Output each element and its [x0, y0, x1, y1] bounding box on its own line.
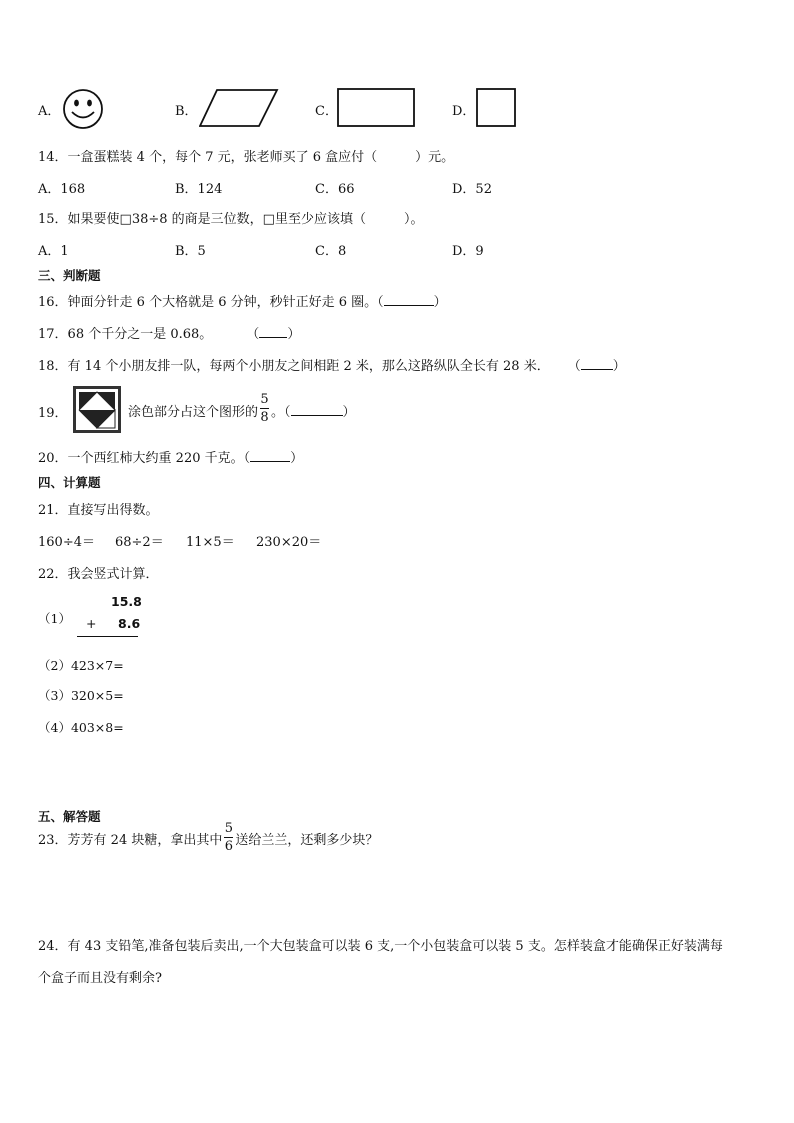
q14-option-c: C．66	[315, 182, 355, 197]
sum-line	[77, 636, 138, 637]
q14-option-a: A．168	[38, 182, 86, 197]
fraction-five-eighths	[260, 393, 269, 424]
fraction-numerator: 5	[260, 392, 269, 407]
q22-part2: （2）423×7=	[38, 658, 124, 673]
fraction-numerator: 5	[224, 821, 233, 836]
q18-close: ）	[612, 359, 626, 374]
q19-number: 19．	[38, 406, 68, 421]
q21-item: 230×20＝	[256, 535, 322, 550]
q23-text-end: 送给兰兰，还剩多少块？	[235, 833, 379, 848]
q18-open: （	[567, 359, 581, 374]
q23-question	[38, 821, 379, 868]
fraction-denominator: 8	[260, 410, 269, 425]
q23-text: 23．芳芳有 24 块糖，拿出其中	[38, 833, 223, 848]
q14-question	[38, 146, 454, 165]
q17-question	[38, 323, 300, 342]
fraction-denominator: 6	[224, 839, 233, 854]
q15-text-end: ）。	[403, 212, 424, 227]
q15-option-a: A．1	[38, 244, 69, 259]
q22-part3: （3）320×5=	[38, 688, 124, 703]
square-shape	[476, 88, 518, 128]
q15-option-b: B．5	[175, 244, 206, 259]
shaded-square-figure	[73, 386, 123, 434]
rectangle-shape	[337, 88, 417, 128]
q18-answer-blank[interactable]	[581, 358, 613, 370]
q16-text: 16．钟面分针走 6 个大格就是 6 分钟，秒针正好走 6 圈。（	[38, 295, 384, 310]
q21-item: 160÷4＝	[38, 535, 95, 550]
section-heading-calculation: 四、计算题	[38, 475, 101, 490]
addend-top: 15.8	[111, 594, 142, 609]
option-letter: B．	[175, 104, 198, 119]
q20-answer-blank[interactable]	[250, 450, 290, 462]
option-letter: D．	[452, 104, 476, 119]
q21-item: 68÷2＝	[115, 535, 164, 550]
option-letter: C．	[315, 104, 338, 119]
q21-title: 21．直接写出得数。	[38, 503, 159, 518]
plus-sign: +	[86, 616, 97, 631]
section-heading-word-problems: 五、解答题	[38, 809, 101, 824]
smiley-face-icon	[62, 88, 104, 130]
q24-line1: 24．有 43 支铅笔,准备包装后卖出,一个大包装盒可以装 6 支,一个小包装盒可以装 5 支。怎样装盒才能确保正好装满每	[38, 939, 723, 954]
q17-close: ）	[287, 327, 301, 342]
q14-text-end: ）元。	[415, 150, 455, 165]
q19-statement	[128, 392, 356, 425]
q19-answer-blank[interactable]	[291, 404, 343, 416]
q17-answer-blank[interactable]	[259, 326, 287, 338]
q17-open: （	[246, 327, 260, 342]
q15-option-d: D．9	[452, 244, 484, 259]
fraction-five-sixths	[224, 822, 233, 853]
q22-title: 22．我会竖式计算．	[38, 567, 159, 582]
q20-text: 20．一个西红柿大约重 220 千克。（	[38, 451, 251, 466]
q17-text: 17．68 个千分之一是 0.68。	[38, 327, 213, 342]
q19-text: 涂色部分占这个图形的	[128, 405, 259, 420]
q21-item: 11×5＝	[186, 535, 235, 550]
q14-option-d: D．52	[452, 182, 492, 197]
parallelogram-shape	[199, 88, 279, 128]
q15-question	[38, 208, 423, 227]
addend-bottom: 8.6	[118, 616, 141, 631]
q14-text: 14．一盒蛋糕装 4 个，每个 7 元，张老师买了 6 盒应付（	[38, 150, 378, 165]
q19-after: 。（	[271, 405, 291, 420]
q15-option-c: C．8	[315, 244, 347, 259]
q16-question	[38, 291, 447, 310]
q20-close: ）	[290, 451, 304, 466]
q18-text: 18．有 14 个小朋友排一队，每两个小朋友之间相距 2 米，那么这路纵队全长有 28 米．	[38, 359, 550, 374]
q14-option-b: B．124	[175, 182, 223, 197]
q22-part1-label: （1）	[38, 611, 71, 626]
q16-close: ）	[433, 295, 447, 310]
q24-line2: 个盒子而且没有剩余?	[38, 971, 162, 986]
q19-close: ）	[342, 405, 356, 420]
option-letter: A．	[38, 104, 61, 119]
section-heading-judgement: 三、判断题	[38, 268, 101, 283]
q16-answer-blank[interactable]	[384, 294, 434, 306]
q15-text: 15．如果要使□38÷8 的商是三位数，□里至少应该填（	[38, 212, 366, 227]
q18-question	[38, 355, 626, 374]
q20-question	[38, 447, 303, 466]
q22-part4: （4）403×8=	[38, 720, 124, 735]
